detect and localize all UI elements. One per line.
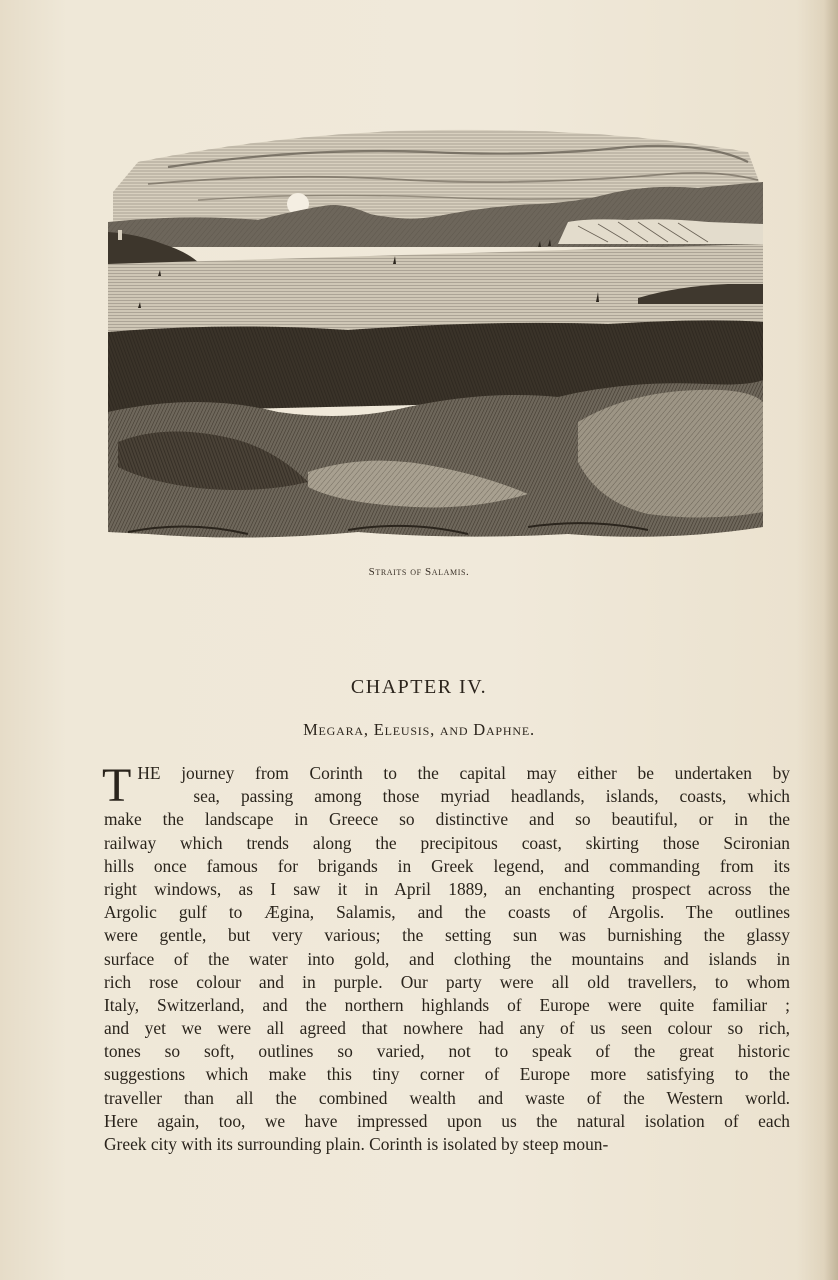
text-line: and yet we were all agreed that nowhere had any of us seen colour so rich, (104, 1018, 790, 1039)
sea (108, 239, 763, 332)
text-line: traveller than all the combined wealth and waste of the Western world. (104, 1087, 790, 1108)
text-line: tones so soft, outlines so varied, not to speak of the great historic (104, 1041, 790, 1062)
text-line: railway which trends along the precipitous coast, skirting those Scironian (104, 832, 790, 853)
text-line: right windows, as I saw it in April 1889, an enchanting prospect across the (104, 878, 790, 899)
text-line: surface of the water into gold, and clothing the mountains and islands in (104, 948, 790, 969)
page-edge-shadow (824, 0, 838, 1280)
chapter-body (102, 759, 790, 1156)
text-line: rich rose colour and in purple. Our party were all old travellers, to whom (104, 971, 790, 992)
text-line: Here again, too, we have impressed upon us the natural isolation of each (104, 1110, 790, 1131)
text-line: Greek city with its surrounding plain. Corinth is isolated by steep moun- (104, 1134, 609, 1154)
text-line: make the landscape in Greece so distinctive and so beautiful, or in the (104, 809, 790, 830)
text-line: Argolic gulf to Ægina, Salamis, and the coasts of Argolis. The outlines (104, 902, 790, 923)
text-line: Italy, Switzerland, and the northern highlands of Europe were quite familiar ; (104, 994, 790, 1015)
chapter-title: CHAPTER IV. (350, 676, 488, 698)
chapter-subtitle: Megara, Eleusis, and Daphne. (303, 720, 535, 739)
text-line: hills once famous for brigands in Greek legend, and commanding from its (104, 855, 790, 876)
illustration-caption: Straits of Salamis. (368, 566, 470, 578)
salamis-engraving (108, 122, 768, 547)
text-line: sea, passing among those myriad headlands, islands, coasts, which (193, 786, 790, 807)
text-line: HE journey from Corinth to the capital may either be undertaken by (137, 763, 790, 783)
foreground-rocks (108, 380, 763, 538)
text-line: suggestions which make this tiny corner of Europe more satisfying to the (104, 1064, 790, 1085)
text-line: were gentle, but very various; the setting sun was burnishing the glassy (104, 925, 790, 946)
drop-cap: T (102, 759, 132, 812)
